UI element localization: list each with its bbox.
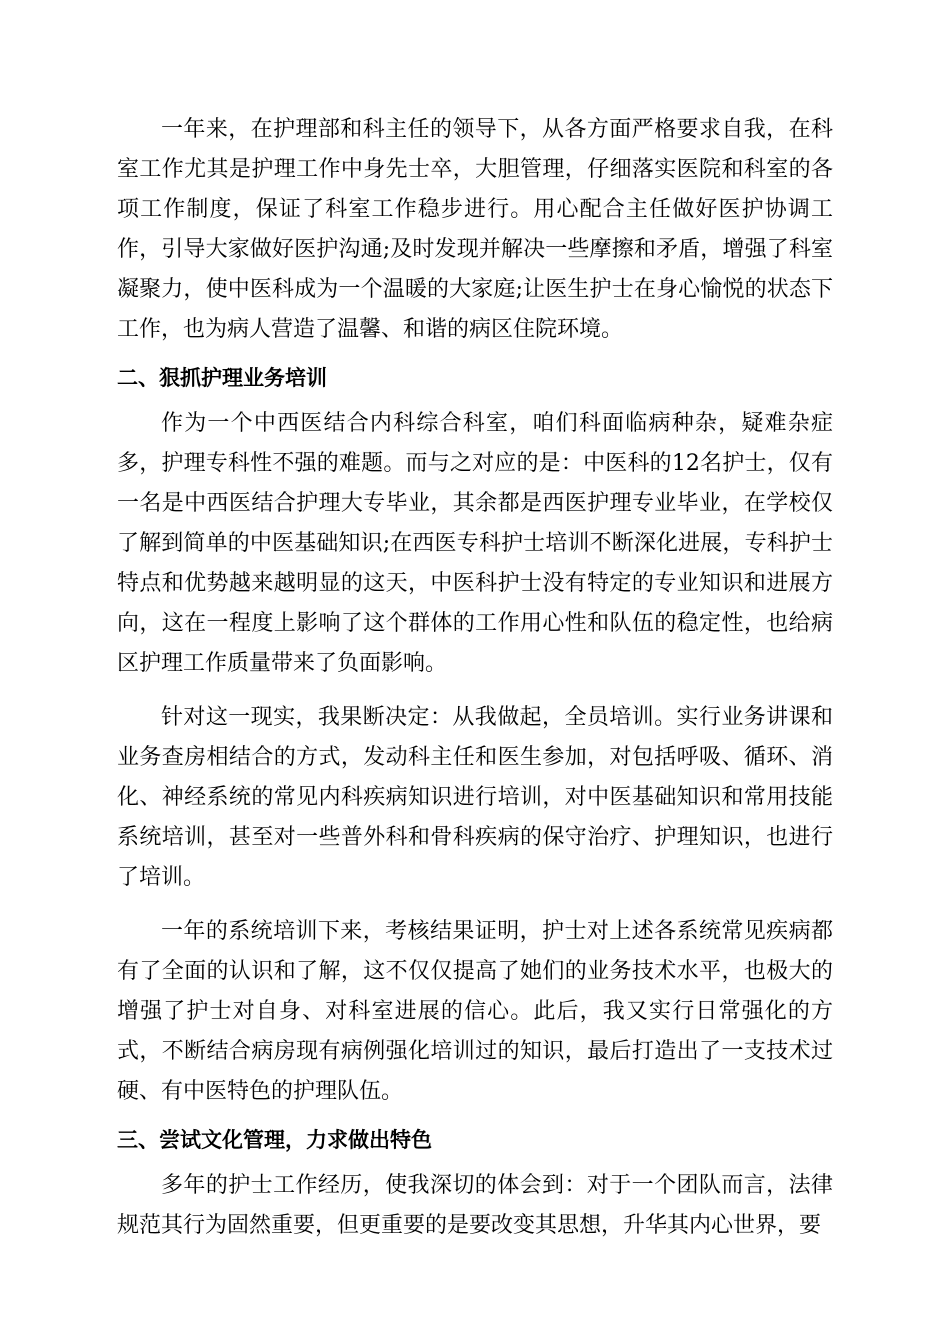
section-heading: 三、尝试文化管理，力求做出特色 [117,1128,432,1152]
section-heading: 二、狠抓护理业务培训 [117,366,327,390]
body-paragraph: 一年来，在护理部和科主任的领导下，从各方面严格要求自我，在科室工作尤其是护理工作中身先士卒，大胆管理，仔细落实医院和科室的各项工作制度，保证了科室工作稳步进行。用心配合主任做好医护协调工作，引导大家做好医护沟通;及时发现并解决一些摩擦和矛盾，增强了科室凝聚力，使中医科成为一个温暖的大家庭;让医生护士在身心愉悦的状态下工作，也为病人营造了温馨、和谐的病区住院环境。 [117,117,833,342]
body-paragraph: 针对这一现实，我果断决定：从我做起，全员培训。实行业务讲课和业务查房相结合的方式，发动科主任和医生参加，对包括呼吸、循环、消化、神经系统的常见内科疾病知识进行培训，对中医基础知识和常用技能系统培训，甚至对一些普外科和骨科疾病的保守治疗、护理知识，也进行了培训。 [117,705,833,890]
body-paragraph: 一年的系统培训下来，考核结果证明，护士对上述各系统常见疾病都有了全面的认识和了解，这不仅仅提高了她们的业务技术水平，也极大的增强了护士对自身、对科室进展的信心。此后，我又实行日常强化的方式，不断结合病房现有病例强化培训过的知识，最后打造出了一支技术过硬、有中医特色的护理队伍。 [117,919,833,1104]
body-paragraph: 作为一个中西医结合内科综合科室，咱们科面临病种杂，疑难杂症多，护理专科性不强的难题。而与之对应的是：中医科的12名护士，仅有一名是中西医结合护理大专毕业，其余都是西医护理专业毕业，在学校仅了解到简单的中医基础知识;在西医专科护士培训不断深化进展，专科护士特点和优势越来越明显的这天，中医科护士没有特定的专业知识和进展方向，这在一程度上影响了这个群体的工作用心性和队伍的稳定性，也给病区护理工作质量带来了负面影响。 [117,411,833,676]
body-paragraph: 多年的护士工作经历，使我深切的体会到：对于一个团队而言，法律规范其行为固然重要，但更重要的是要改变其思想，升华其内心世界，要 [117,1173,833,1238]
document-page [117,110,833,1246]
